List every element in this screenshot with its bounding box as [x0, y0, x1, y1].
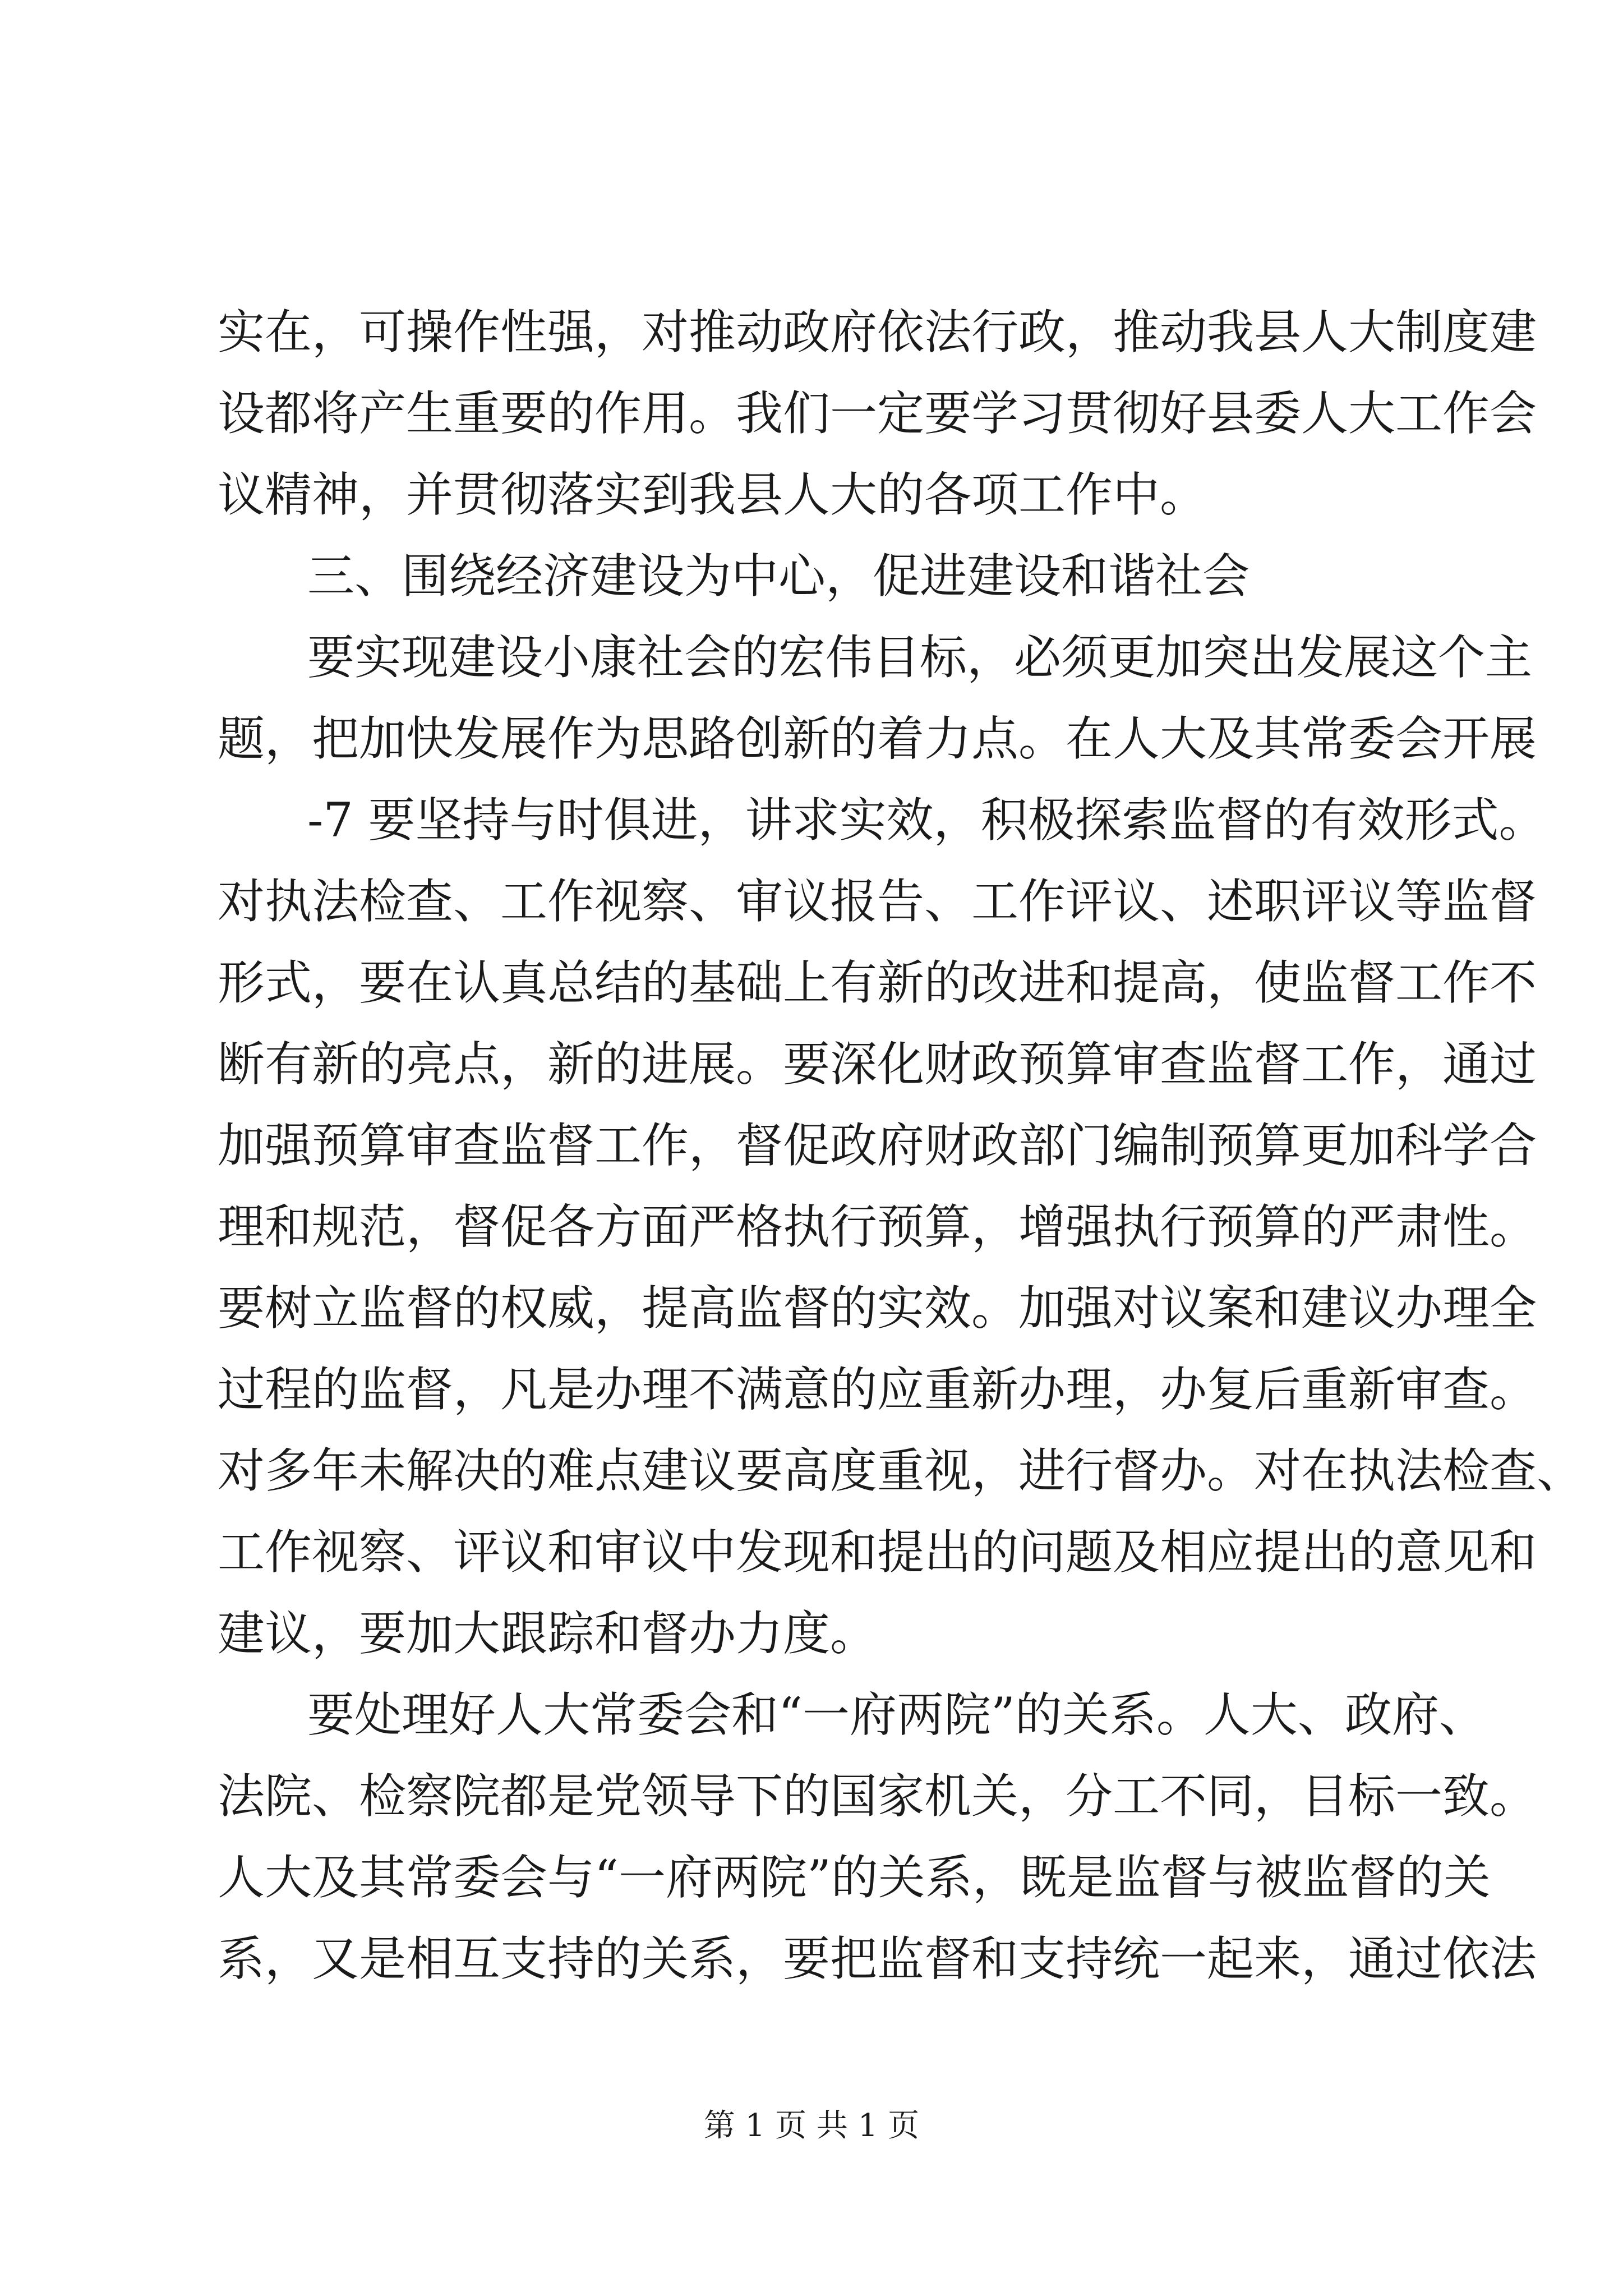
- text-line: 议精神，并贯彻落实到我县人大的各项工作中。: [218, 467, 1207, 522]
- text-line: 对执法检查、工作视察、审议报告、工作评议、述职评议等监督: [218, 874, 1537, 929]
- document-body: [218, 292, 1584, 2000]
- section-heading: 三、围绕经济建设为中心，促进建设和谐社会: [307, 549, 1250, 604]
- text-line: 过程的监督，凡是办理不满意的应重新办理，办复后重新审查。: [218, 1362, 1537, 1417]
- text-line: 设都将产生重要的作用。我们一定要学习贯彻好县委人大工作会: [218, 386, 1537, 441]
- page-footer: 第 1 页 共 1 页: [703, 2108, 920, 2144]
- text-line: 形式，要在认真总结的基础上有新的改进和提高，使监督工作不: [218, 955, 1537, 1010]
- text-line: 要实现建设小康社会的宏伟目标，必须更加突出发展这个主: [307, 630, 1533, 685]
- text-line: 工作视察、评议和审议中发现和提出的问题及相应提出的意见和: [218, 1525, 1537, 1580]
- text-line: 题，把加快发展作为思路创新的着力点。在人大及其常委会开展: [218, 711, 1537, 766]
- text-line: 实在，可操作性强，对推动政府依法行政，推动我县人大制度建: [218, 305, 1537, 360]
- text-line: -7 要坚持与时俱进，讲求实效，积极探索监督的有效形式。: [307, 793, 1546, 848]
- text-line: 要树立监督的权威，提高监督的实效。加强对议案和建议办理全: [218, 1281, 1537, 1336]
- text-line: 加强预算审查监督工作，督促政府财政部门编制预算更加科学合: [218, 1118, 1537, 1173]
- text-line: 系，又是相互支持的关系，要把监督和支持统一起来，通过依法: [218, 1931, 1537, 1986]
- text-line: 要处理好人大常委会和“一府两院”的关系。人大、政府、: [307, 1687, 1486, 1742]
- text-line: 法院、检察院都是党领导下的国家机关，分工不同，目标一致。: [218, 1769, 1537, 1824]
- text-line: 人大及其常委会与“一府两院”的关系，既是监督与被监督的关: [218, 1850, 1491, 1905]
- text-line: 建议，要加大跟踪和督办力度。: [218, 1606, 878, 1661]
- text-line: 对多年未解决的难点建议要高度重视，进行督办。对在执法检查、: [218, 1443, 1584, 1498]
- text-line: 理和规范，督促各方面严格执行预算，增强执行预算的严肃性。: [218, 1199, 1537, 1254]
- text-line: 断有新的亮点，新的进展。要深化财政预算审查监督工作，通过: [218, 1037, 1537, 1092]
